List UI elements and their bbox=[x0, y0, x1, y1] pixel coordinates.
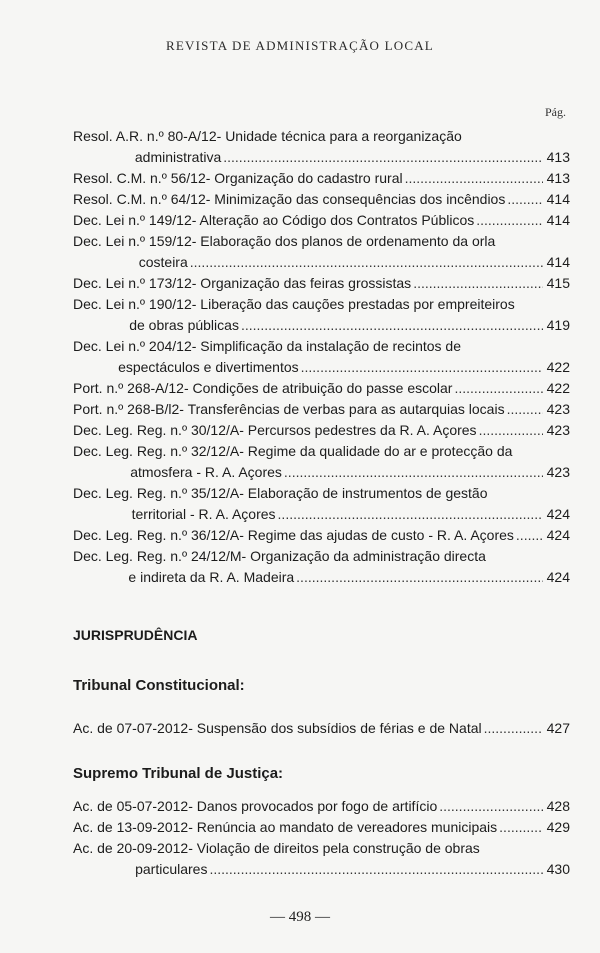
entry-page-number: 414 bbox=[546, 212, 570, 228]
toc-entry bbox=[73, 168, 570, 189]
section-title-jurisprudencia: JURISPRUDÊNCIA bbox=[73, 627, 198, 643]
toc-entry bbox=[73, 420, 570, 441]
entry-title: - Suspensão dos subsídios de férias e de Natal bbox=[188, 720, 482, 736]
dot-leader bbox=[454, 378, 542, 399]
dot-leader bbox=[413, 273, 542, 294]
toc-entry bbox=[73, 718, 570, 739]
entry-reference: Resol. C.M. n.º 64/12 bbox=[73, 191, 206, 207]
entry-page-number: 424 bbox=[546, 506, 570, 522]
dot-leader bbox=[301, 357, 543, 378]
entry-reference: Port. n.º 268-B/l2 bbox=[73, 401, 180, 417]
toc-entry bbox=[73, 210, 570, 231]
dot-leader bbox=[278, 504, 543, 525]
entry-title: - Percursos pedestres da R. A. Açores bbox=[239, 422, 477, 438]
entry-reference: Dec. Lei n.º 159/12 bbox=[73, 233, 192, 249]
dot-leader bbox=[241, 315, 543, 336]
entry-reference: Dec. Lei n.º 173/12 bbox=[73, 275, 192, 291]
entry-title: - Organização do cadastro rural bbox=[205, 170, 403, 186]
entry-title: - Minimização das consequências dos incêndios bbox=[205, 191, 506, 207]
tribunal-constitucional-list bbox=[73, 718, 570, 739]
entry-title: - Unidade técnica para a reorganização bbox=[216, 128, 462, 144]
dot-leader bbox=[296, 567, 542, 588]
toc-entry bbox=[73, 189, 570, 210]
toc-entry bbox=[73, 441, 570, 483]
entry-page-number: 424 bbox=[546, 527, 570, 543]
dot-leader bbox=[479, 420, 543, 441]
entry-reference: Resol. A.R. n.º 80-A/12 bbox=[73, 128, 217, 144]
entry-title: - Organização da administração directa bbox=[241, 548, 486, 564]
entry-page-number: 423 bbox=[546, 464, 570, 480]
entry-reference: Ac. de 13-09-2012 bbox=[73, 819, 189, 835]
entry-reference: Ac. de 20-09-2012 bbox=[73, 840, 189, 856]
dot-leader bbox=[476, 210, 542, 231]
toc-entry bbox=[73, 126, 570, 168]
entry-title-continuation: atmosfera - R. A. Açores bbox=[130, 464, 282, 480]
running-header: REVISTA DE ADMINISTRAÇÃO LOCAL bbox=[166, 38, 434, 53]
dot-leader bbox=[499, 817, 542, 838]
dot-leader bbox=[209, 859, 542, 880]
page-column-label: Pág. bbox=[545, 105, 566, 119]
entry-reference: Ac. de 07-07-2012 bbox=[73, 720, 189, 736]
entry-reference: Dec. Leg. Reg. n.º 36/12/A bbox=[73, 527, 240, 543]
entry-page-number: 428 bbox=[546, 798, 570, 814]
entry-title: - Condições de atribuição do passe escolar bbox=[183, 380, 453, 396]
entry-title: - Simplificação da instalação de recintos de bbox=[191, 338, 462, 354]
entry-page-number: 414 bbox=[546, 191, 570, 207]
entry-page-number: 422 bbox=[546, 359, 570, 375]
toc-entry bbox=[73, 273, 570, 294]
entry-page-number: 413 bbox=[546, 149, 570, 165]
dot-leader bbox=[507, 399, 543, 420]
entry-page-number: 429 bbox=[546, 819, 570, 835]
entry-reference: Dec. Leg. Reg. n.º 35/12/A bbox=[73, 485, 240, 501]
entry-title: - Elaboração dos planos de ordenamento da orla bbox=[191, 233, 496, 249]
entry-page-number: 430 bbox=[546, 861, 570, 877]
subsection-title-tribunal-constitucional: Tribunal Constitucional: bbox=[73, 677, 245, 694]
entry-page-number: 427 bbox=[546, 720, 570, 736]
entry-page-number: 413 bbox=[546, 170, 570, 186]
page-number: — 498 — bbox=[270, 909, 330, 925]
toc-entry bbox=[73, 838, 570, 880]
entry-title: - Renúncia ao mandato de vereadores municipais bbox=[188, 819, 498, 835]
entry-title-continuation: costeira bbox=[138, 254, 188, 270]
toc-entry bbox=[73, 378, 570, 399]
dot-leader bbox=[223, 147, 542, 168]
entry-page-number: 424 bbox=[546, 569, 570, 585]
entry-reference: Port. n.º 268-A/12 bbox=[73, 380, 184, 396]
entry-page-number: 415 bbox=[546, 275, 570, 291]
dot-leader bbox=[516, 525, 543, 546]
toc-entry bbox=[73, 525, 570, 546]
entry-title: - Alteração ao Código dos Contratos Públicos bbox=[191, 212, 475, 228]
entry-page-number: 423 bbox=[546, 401, 570, 417]
entry-title: - Danos provocados por fogo de artifício bbox=[188, 798, 438, 814]
dot-leader bbox=[439, 796, 542, 817]
entry-title-continuation: espectáculos e divertimentos bbox=[118, 359, 299, 375]
entry-title-continuation: de obras públicas bbox=[129, 317, 239, 333]
entry-reference: Dec. Lei n.º 149/12 bbox=[73, 212, 192, 228]
entry-reference: Resol. C.M. n.º 56/12 bbox=[73, 170, 206, 186]
toc-entry bbox=[73, 796, 570, 817]
legislation-list bbox=[73, 126, 570, 588]
toc-entry bbox=[73, 817, 570, 838]
toc-entry bbox=[73, 399, 570, 420]
dot-leader bbox=[507, 189, 542, 210]
entry-page-number: 419 bbox=[546, 317, 570, 333]
dot-leader bbox=[484, 718, 543, 739]
dot-leader bbox=[190, 252, 543, 273]
entry-reference: Ac. de 05-07-2012 bbox=[73, 798, 189, 814]
entry-title: - Transferências de verbas para as autarquias locais bbox=[179, 401, 505, 417]
entry-reference: Dec. Lei n.º 190/12 bbox=[73, 296, 192, 312]
toc-entry bbox=[73, 483, 570, 525]
entry-title-continuation: administrativa bbox=[134, 149, 222, 165]
entry-page-number: 423 bbox=[546, 422, 570, 438]
entry-title-continuation: particulares bbox=[135, 861, 208, 877]
entry-reference: Dec. Lei n.º 204/12 bbox=[73, 338, 192, 354]
entry-reference: Dec. Leg. Reg. n.º 30/12/A bbox=[73, 422, 240, 438]
entry-title: - Regime da qualidade do ar e protecção da bbox=[239, 443, 513, 459]
toc-entry bbox=[73, 336, 570, 378]
entry-title: - Violação de direitos pela construção de obras bbox=[188, 840, 480, 856]
supremo-list bbox=[73, 796, 570, 880]
entry-title: - Liberação das cauções prestadas por empreiteiros bbox=[191, 296, 515, 312]
entry-page-number: 422 bbox=[546, 380, 570, 396]
subsection-title-supremo: Supremo Tribunal de Justiça: bbox=[73, 765, 284, 782]
toc-entry bbox=[73, 546, 570, 588]
entry-title: - Elaboração de instrumentos de gestão bbox=[239, 485, 488, 501]
entry-title: - Organização das feiras grossistas bbox=[191, 275, 412, 291]
toc-entry bbox=[73, 294, 570, 336]
dot-leader bbox=[405, 168, 543, 189]
entry-title: - Regime das ajudas de custo - R. A. Açores bbox=[239, 527, 514, 543]
entry-reference: Dec. Leg. Reg. n.º 32/12/A bbox=[73, 443, 240, 459]
entry-reference: Dec. Leg. Reg. n.º 24/12/M bbox=[73, 548, 242, 564]
entry-title-continuation: territorial - R. A. Açores bbox=[131, 506, 276, 522]
entry-title-continuation: e indireta da R. A. Madeira bbox=[128, 569, 295, 585]
entry-page-number: 414 bbox=[546, 254, 570, 270]
dot-leader bbox=[284, 462, 543, 483]
toc-entry bbox=[73, 231, 570, 273]
